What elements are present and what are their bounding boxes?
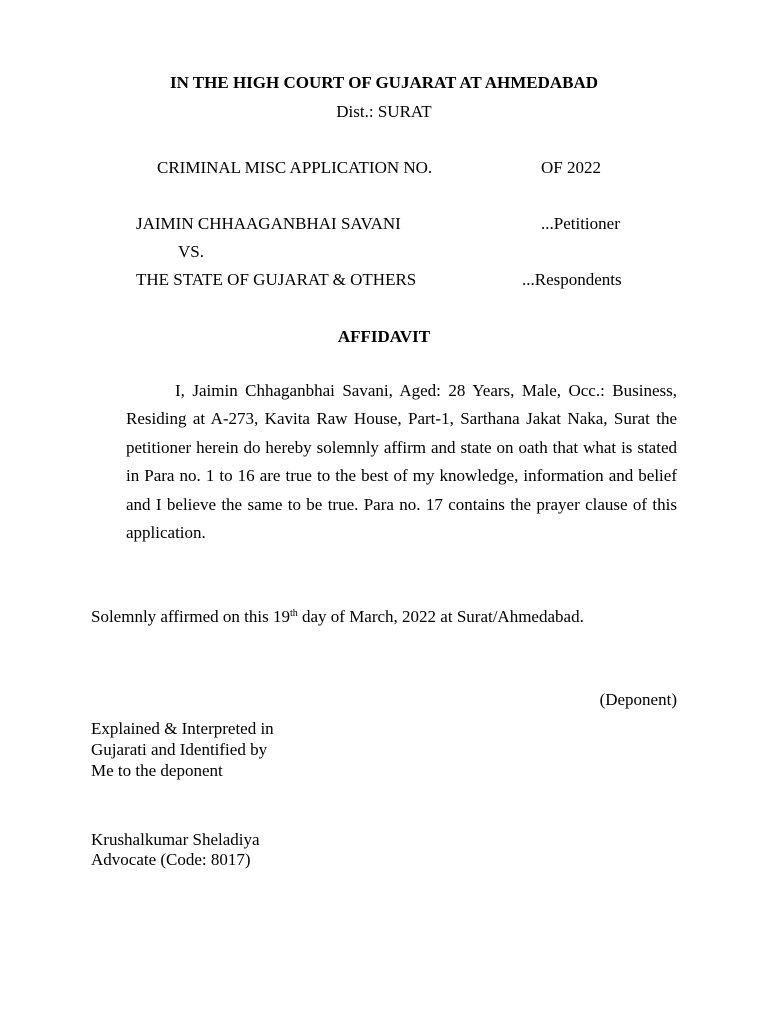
petitioner-role: ...Petitioner xyxy=(541,214,620,233)
affidavit-body-paragraph: I, Jaimin Chhaganbhai Savani, Aged: 28 Years, Male, Occ.: Business, Residing at A-273, Kavita Raw House, Part-1, Sarthana Jakat Naka, Surat the petitioner herein do hereby solemnly affirm and state on oath that what is stated in Para no. 1 to 16 are true to the best of my knowledge, information and belief and I believe the same to be true. Para no. 17 contains the prayer clause of this application. xyxy=(126,381,677,543)
application-year: OF 2022 xyxy=(541,158,601,177)
advocate-signature-block xyxy=(91,830,260,870)
interpretation-note xyxy=(91,718,274,781)
advocate-code: Advocate (Code: 8017) xyxy=(91,850,251,869)
court-title: IN THE HIGH COURT OF GUJARAT AT AHMEDABAD xyxy=(169,73,599,92)
respondent-name: THE STATE OF GUJARAT & OTHERS xyxy=(136,270,417,289)
deponent-label: (Deponent) xyxy=(599,690,677,709)
affirmation-prefix: Solemnly affirmed on this 19 xyxy=(91,607,290,626)
respondent-role: ...Respondents xyxy=(522,270,622,289)
versus-label: VS. xyxy=(178,242,204,261)
affirmation-line xyxy=(91,608,584,625)
affirmation-suffix: day of March, 2022 at Surat/Ahmedabad. xyxy=(297,607,584,626)
interpretation-line: Explained & Interpreted in xyxy=(91,719,274,738)
petitioner-name: JAIMIN CHHAAGANBHAI SAVANI xyxy=(136,214,401,233)
district-line: Dist.: SURAT xyxy=(336,102,432,121)
interpretation-line: Me to the deponent xyxy=(91,761,223,780)
advocate-name: Krushalkumar Sheladiya xyxy=(91,830,260,849)
affirmation-ordinal-suffix: th xyxy=(289,608,298,619)
application-number-label: CRIMINAL MISC APPLICATION NO. xyxy=(157,158,433,177)
document-heading: AFFIDAVIT xyxy=(337,327,431,346)
interpretation-line: Gujarati and Identified by xyxy=(91,740,268,759)
